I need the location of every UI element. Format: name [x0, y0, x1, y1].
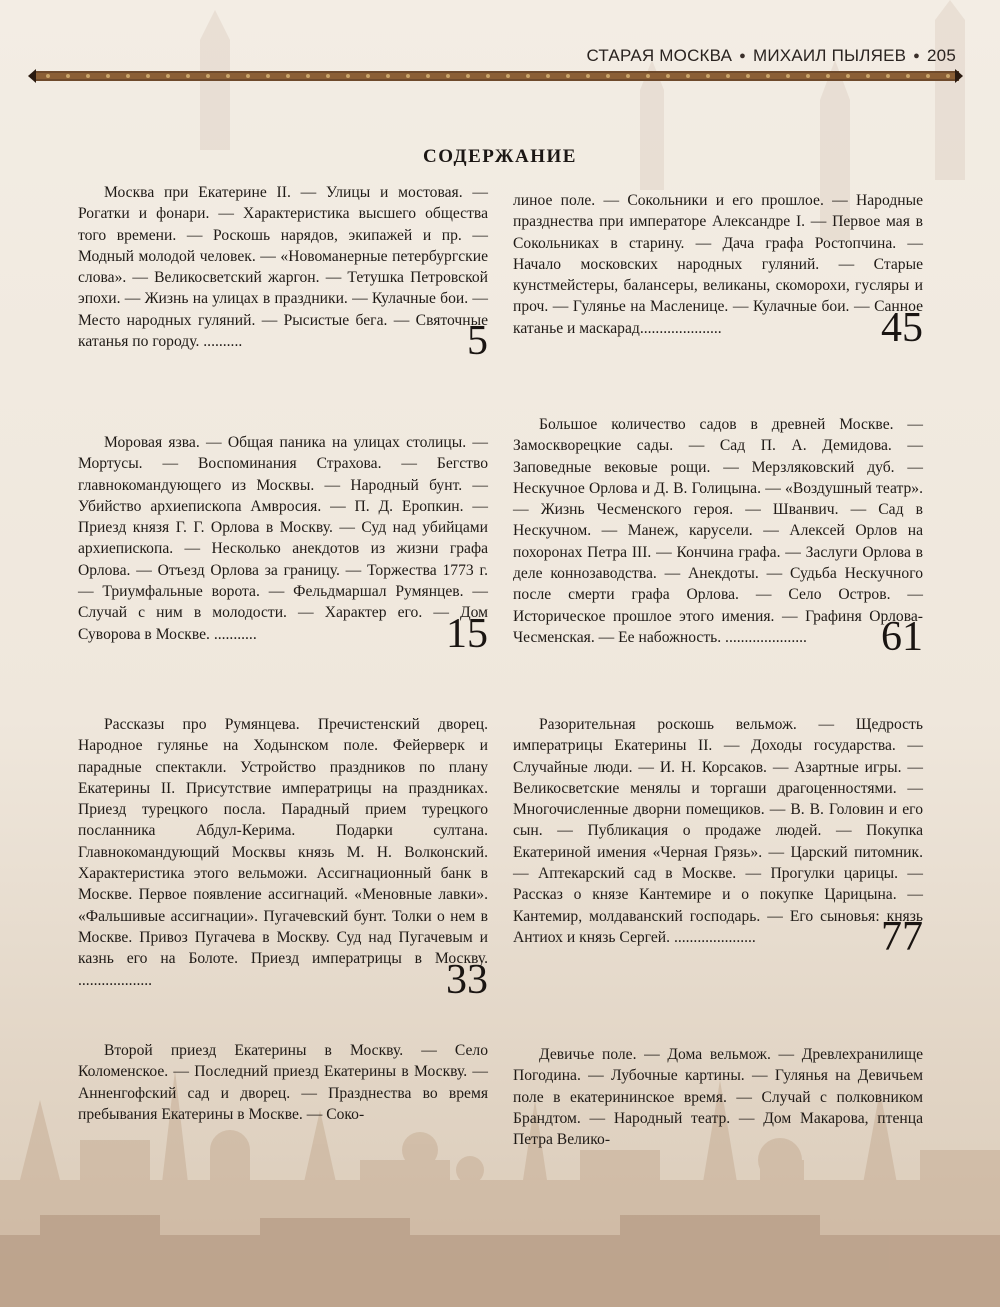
header-page-number: 205 [927, 46, 956, 65]
toc-page-number: 45 [881, 305, 923, 352]
toc-entry-text: Моровая язва. — Общая паника на улицах столицы. — Мортусы. — Воспоминания Страхова. — Бегство главнокомандующего из Москвы. — Народный бунт. — Убийство архиепископа Амвросия. — П. Д. Еропкин. — Приезд князя Г. Г. Орлова в Москву. — Суд над убийцами архиепископа. — Несколько анекдотов из жизни графа Орлова. — Отъезд Орлова за границу. — Торжества 1773 г. — Триумфальные ворота. — Фельдмаршал Румянцев. — Случай с ним в молодости. — Характер его. — Дом Суворова в Москве. ........... [78, 434, 488, 643]
toc-entry-text: Разорительная роскошь вельмож. — Щедрость императрицы Екатерины II. — Доходы государства. — Случайные люди. — И. Н. Корсаков. — Азартные игры. — Великосветские менялы и торгаши драгоценностями. — Многочисленные дворни помещиков. — В. В. Головин и его сын. — Публикация о продаже людей. — Покупка Екатериной имения «Черная Грязь». — Царский питомник. — Аптекарский сад в Москве. — Прогулки царицы. — Рассказ о князе Кантемире и о покупке Царицына. — Кантемир, молдаванский господарь. — Его сыновья: князь Антиох и князь Сергей. ..................... [513, 716, 923, 946]
toc-entry-continuation: линое поле. — Сокольники и его прошлое. — Народные празднества при императоре Александре I. — Первое мая в Сокольниках в старину. — Дача графа Ростопчина. — Начало московских народных гуляний. — Старые кунстмейстеры, балансеры, великаны, скоморохи, гусляры и проч. — Гулянье на Масленице. — Кулачные бои. — Санное катанье и маскарад..................... [513, 192, 923, 337]
toc-page-number: 61 [881, 614, 923, 661]
toc-entry [78, 1040, 488, 1125]
toc-page-number: 77 [881, 914, 923, 961]
ornamental-border [28, 68, 963, 84]
toc-page-number: 33 [446, 956, 488, 1003]
toc-entry [78, 714, 488, 1003]
toc-entry [78, 432, 488, 657]
toc-entry-text: Девичье поле. — Дома вельмож. — Древлехранилище Погодина. — Лубочные картины. — Гулянья на Девичьем поле в екатерининское время. — Случай с полковником Брандтом. — Народный театр. — Дом Макарова, птенца Петра Велико- [513, 1046, 923, 1149]
toc-entry [78, 182, 488, 365]
book-title: СТАРАЯ МОСКВА [586, 46, 733, 65]
toc-entry-text: Большое количество садов в древней Москве. — Замоскворецкие сады. — Сад П. А. Демидова. — Заповедные вековые рощи. — Мерзляковский дуб. — Нескучное Орлова и Д. В. Голицына. — «Воздушный театр». — Жизнь Чесменского героя. — Шванвич. — Сад в Нескучном. — Манеж, карусели. — Алексей Орлов на похоронах Петра III. — Кончина графа. — Заслуги Орлова в деле коннозаводства. — Анекдоты. — Судьба Нескучного после смерти графа Орлова. — Село Остров. — Историческое прошлое этого имения. — Графиня Орлова-Чесменская. — Ее набожность. ..................... [513, 416, 923, 646]
running-header [586, 46, 956, 66]
toc-entry-text: Москва при Екатерине II. — Улицы и мостовая. — Рогатки и фонари. — Характеристика высшего общества того времени. — Роскошь нарядов, экипажей и пр. — Модный молодой человек. — «Новоманерные петербургские слова». — Великосветский жаргон. — Тетушка Петровской эпохи. — Жизнь на улицах в праздники. — Кулачные бои. — Место народных гуляний. — Рысистые бега. — Святочные катанья по городу. .......... [78, 184, 488, 351]
toc-entry [513, 414, 923, 661]
toc-entry-text: Рассказы про Румянцева. Пречистенский дворец. Народное гулянье на Ходынском поле. Фейерверк и парадные спектакли. Устройство праздников по плану Екатерины II. Присутствие императрицы на праздниках. Приезд турецкого посла. Парадный прием турецкого посланника Абдул-Керима. Подарки султана. Главнокомандующий Москвы князь М. Н. Волконский. Характеристика этого вельможи. Ассигнационный банк в Москве. Первое появление ассигнаций. «Меновные лавки». «Фальшивые ассигнации». Пугачевский бунт. Толки о нем в Москве. Привоз Пугачева в Москву. Суд над Пугачевым и казнь его на Болоте. Приезд императрицы в Москву. ................... [78, 716, 488, 989]
toc-page-number: 5 [467, 318, 488, 365]
page-title: СОДЕРЖАНИЕ [423, 146, 577, 167]
bullet-icon: ● [739, 50, 747, 62]
toc-page-number: 15 [446, 610, 488, 657]
author-name: МИХАИЛ ПЫЛЯЕВ [753, 46, 907, 65]
toc-entry-continued [513, 190, 923, 352]
toc-entry-text: Второй приезд Екатерины в Москву. — Село Коломенское. — Последний приезд Екатерины в Москву. — Анненгофский сад и дворец. — Празднества во время пребывания Екатерины в Москве. — Соко- [78, 1042, 488, 1123]
toc-entry [513, 1044, 923, 1150]
toc-entry [513, 714, 923, 961]
bullet-icon: ● [913, 50, 921, 62]
